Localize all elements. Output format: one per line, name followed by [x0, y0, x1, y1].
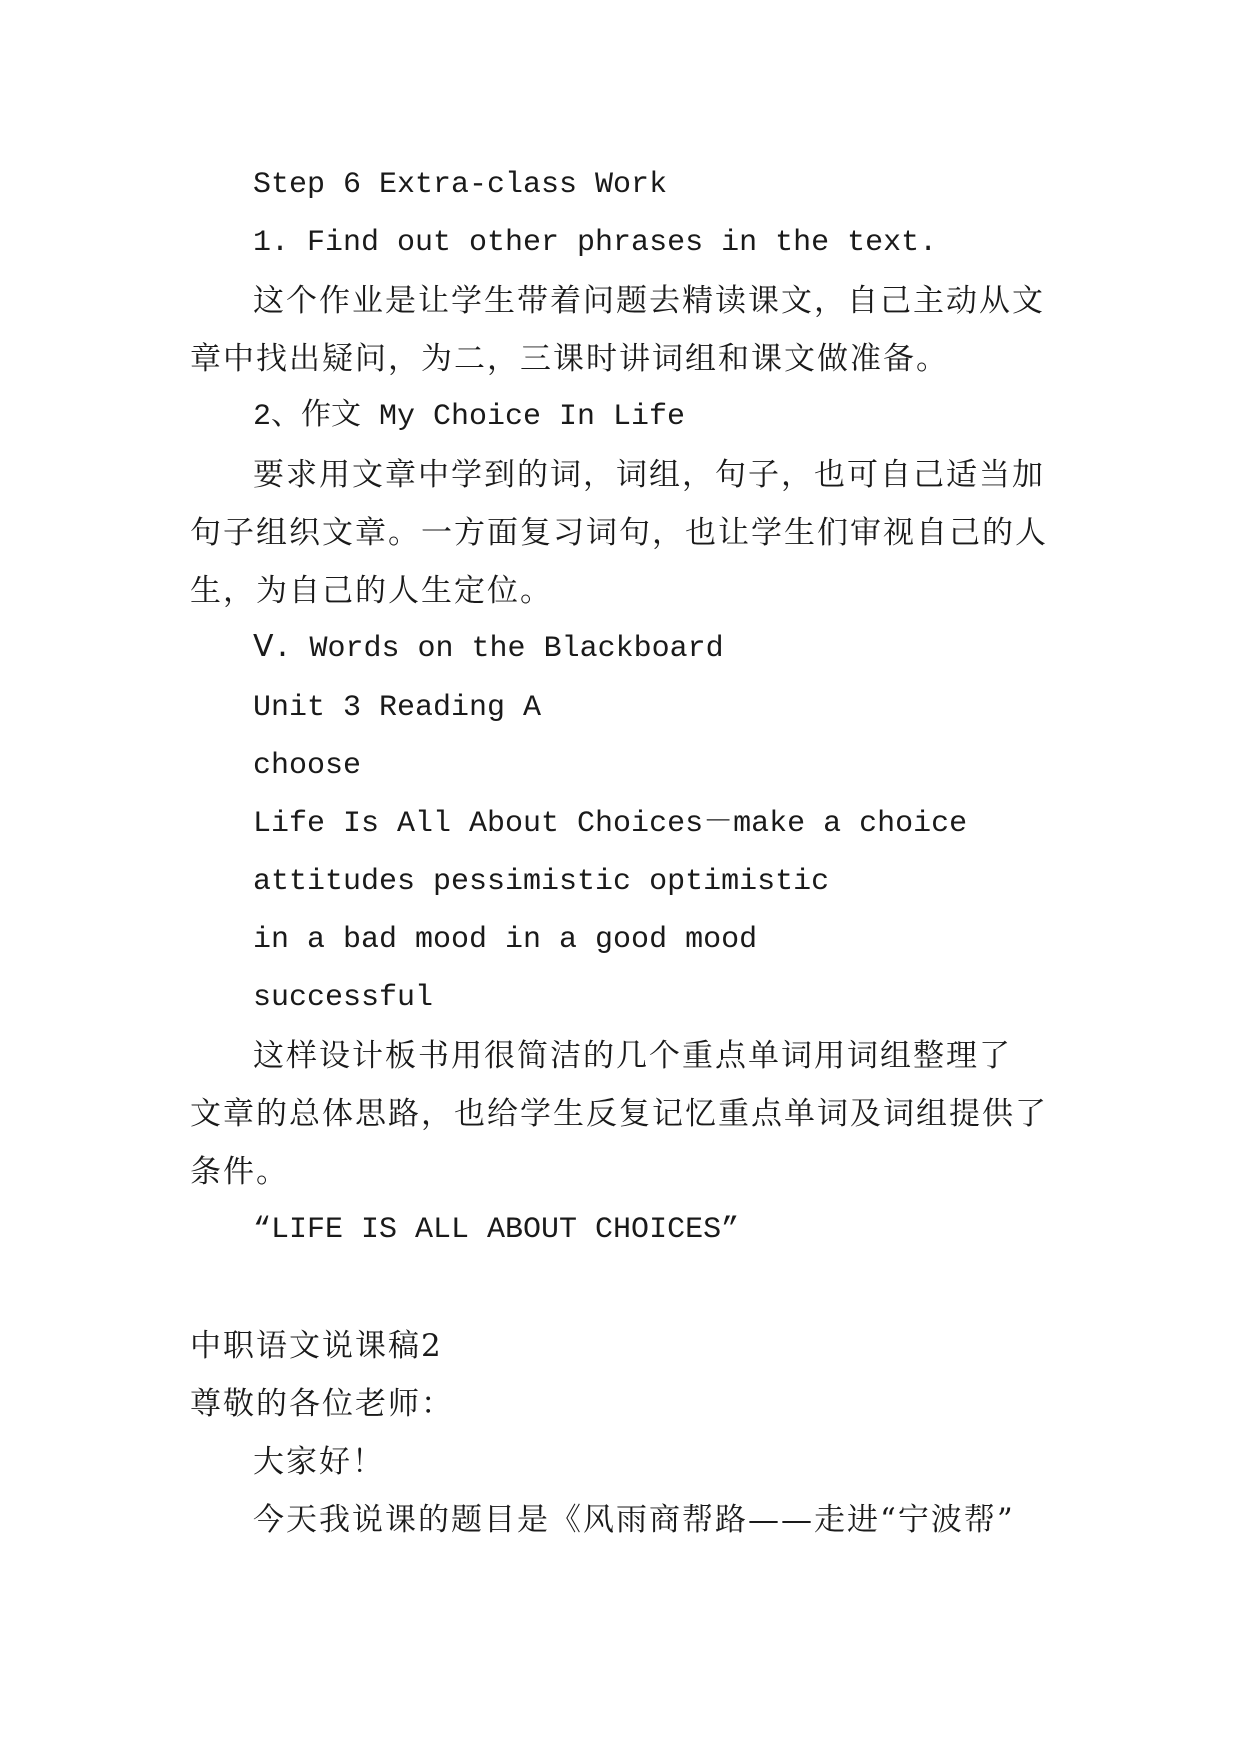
task-2-requirement-line-2: 句子组织文章。一方面复习词句，也让学生们审视自己的人	[190, 515, 1048, 551]
lesson-topic-line: 今天我说课的题目是《风雨商帮路——走进“宁波帮”	[253, 1502, 1015, 1538]
task-1-explanation-line-2: 章中找出疑问，为二，三课时讲词组和课文做准备。	[190, 341, 949, 377]
blackboard-successful-line: successful	[253, 981, 434, 1015]
task-1-explanation-line-1: 这个作业是让学生带着问题去精读课文，自己主动从文	[253, 283, 1045, 319]
blackboard-word-choose: choose	[253, 749, 362, 783]
life-choices-quote: “LIFE IS ALL ABOUT CHOICES”	[253, 1213, 740, 1247]
blackboard-explanation-line-3: 条件。	[190, 1154, 289, 1190]
section-2-title: 中职语文说课稿2	[190, 1328, 443, 1364]
task-2-heading: 2、作文 My Choice In Life	[253, 400, 686, 434]
task-2-requirement-line-1: 要求用文章中学到的词，词组，句子，也可自己适当加	[253, 457, 1045, 493]
blackboard-explanation-line-2: 文章的总体思路，也给学生反复记忆重点单词及词组提供了	[190, 1096, 1048, 1132]
blackboard-attitudes-line: attitudes pessimistic optimistic	[253, 865, 830, 899]
blackboard-title-line: Life Is All About Choices－make a choice	[253, 807, 968, 841]
greeting-salutation: 尊敬的各位老师：	[190, 1386, 454, 1422]
blackboard-unit-title: Unit 3 Reading A	[253, 691, 542, 725]
task-2-requirement-line-3: 生，为自己的人生定位。	[190, 573, 553, 609]
step-6-heading: Step 6 Extra-class Work	[253, 168, 668, 202]
section-v-heading: Ⅴ. Words on the Blackboard	[253, 632, 724, 666]
greeting-hello: 大家好！	[253, 1444, 385, 1480]
blackboard-explanation-line-1: 这样设计板书用很简洁的几个重点单词用词组整理了	[253, 1038, 1012, 1074]
blackboard-mood-line: in a bad mood in a good mood	[253, 923, 758, 957]
task-1-text: 1. Find out other phrases in the text.	[253, 226, 938, 260]
